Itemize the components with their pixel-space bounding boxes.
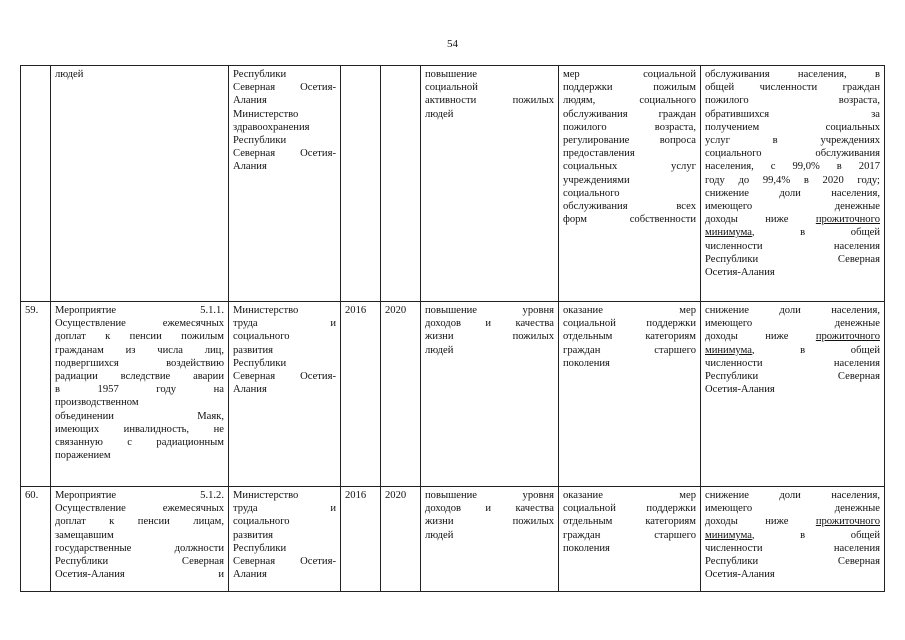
cell-line: труда и: [233, 318, 336, 330]
cell-line: Республики Северная: [705, 371, 880, 383]
expected-result-cell: [421, 302, 559, 487]
cell-line: отдельным категориям: [563, 516, 696, 528]
cell-line: Республики Северная: [55, 556, 224, 568]
row-number: 59.: [21, 302, 51, 487]
cell-line: оказание мер: [563, 490, 696, 501]
cell-line: Осетия-Алания: [705, 267, 775, 279]
cell-line: государственные должности: [55, 542, 224, 554]
cell-line: социальной: [425, 82, 478, 94]
cell-line: людей: [425, 529, 454, 541]
table-row: [21, 66, 885, 302]
underlined-term: прожиточного: [815, 331, 880, 343]
underlined-term: прожиточного: [815, 516, 880, 528]
cell-line: получением социальных: [705, 121, 880, 133]
cell-line: повышение уровня: [425, 305, 554, 316]
cell-line: Осуществление ежемесячных: [55, 318, 224, 330]
cell-line: Северная Осетия-: [233, 371, 336, 383]
cell-line: Осетия-Алания: [705, 384, 775, 396]
cell-line: учреждениями: [563, 174, 630, 186]
line-text: , в общей: [751, 529, 880, 541]
underlined-term: минимума: [705, 227, 752, 239]
consequence-cell: [559, 487, 701, 592]
cell-line: жизни пожилых: [425, 331, 554, 343]
cell-line: доплат к пенсии пожилым: [55, 331, 224, 343]
cell-line: поколения: [563, 542, 610, 554]
cell-line: [705, 515, 880, 528]
measure-cell: [51, 66, 229, 302]
cell-line: обслуживания всех: [563, 201, 696, 213]
cell-line: отдельным категориям: [563, 331, 696, 343]
cell-line: Министерство: [233, 490, 299, 501]
cell-line: пожилого возраста,: [705, 95, 880, 107]
cell-line: Северная Осетия-: [233, 82, 336, 94]
cell-line: имеющих инвалидность, не: [55, 423, 224, 435]
cell-line: [705, 226, 880, 239]
cell-line: социального: [563, 187, 620, 199]
cell-line: социального: [233, 331, 290, 343]
underlined-term: минимума: [705, 529, 752, 541]
cell-line: замещавшим: [55, 529, 114, 541]
cell-line: численности населения: [705, 357, 880, 369]
cell-line: подвергшихся воздействию: [55, 357, 224, 369]
cell-line: людей: [425, 344, 454, 356]
cell-line: социальной поддержки: [563, 503, 696, 515]
cell-line: людей: [55, 69, 84, 80]
end-year: [381, 66, 421, 302]
expected-result-cell: [421, 66, 559, 302]
cell-line: развития: [233, 344, 274, 356]
cell-line: Мероприятие 5.1.1.: [55, 305, 224, 316]
executor-cell: [229, 302, 341, 487]
cell-line: поражением: [55, 450, 111, 462]
cell-line: численности населения: [705, 240, 880, 252]
indicator-cell: [701, 302, 885, 487]
cell-line: Осуществление ежемесячных: [55, 503, 224, 515]
consequence-cell: [559, 66, 701, 302]
cell-line: Алания: [233, 569, 267, 581]
cell-line: жизни пожилых: [425, 516, 554, 528]
cell-line: повышение уровня: [425, 490, 554, 501]
cell-line: Осетия-Алания: [705, 569, 775, 581]
cell-line: Министерство: [233, 305, 299, 316]
cell-line: численности населения: [705, 542, 880, 554]
line-text: , в общей: [751, 344, 880, 356]
consequence-cell: [559, 302, 701, 487]
cell-line: связанную с радиационным: [55, 437, 224, 449]
underlined-term: минимума: [705, 344, 752, 356]
cell-line: людей: [425, 108, 454, 120]
cell-line: доплат к пенсии лицам,: [55, 516, 224, 528]
cell-line: имеющего денежные: [705, 201, 880, 213]
indicator-cell: [701, 66, 885, 302]
cell-line: Алания: [233, 161, 267, 173]
cell-line: услуг в учреждениях: [705, 135, 880, 147]
cell-line: снижение доли населения,: [705, 187, 880, 199]
cell-line: имеющего денежные: [705, 503, 880, 515]
page-number: 54: [447, 38, 458, 50]
cell-line: оказание мер: [563, 305, 696, 316]
table-row: [21, 302, 885, 487]
cell-line: мер социальной: [563, 69, 696, 80]
start-year: 2016: [341, 302, 381, 487]
cell-line: граждан старшего: [563, 344, 696, 356]
end-year: 2020: [381, 302, 421, 487]
executor-cell: [229, 487, 341, 592]
line-text: доходы ниже: [705, 331, 816, 343]
line-text: доходы ниже: [705, 516, 816, 528]
measure-cell: [51, 487, 229, 592]
cell-line: гражданам из числа лиц,: [55, 344, 224, 356]
cell-line: социального обслуживания: [705, 148, 880, 160]
cell-line: производственном: [55, 397, 139, 409]
cell-line: Республики Северная: [705, 253, 880, 265]
cell-line: активности пожилых: [425, 95, 554, 107]
underlined-term: прожиточного: [815, 214, 880, 226]
cell-line: Северная Осетия-: [233, 556, 336, 568]
executor-cell: [229, 66, 341, 302]
cell-line: здравоохранения: [233, 121, 310, 133]
end-year: 2020: [381, 487, 421, 592]
cell-line: объединении Маяк,: [55, 410, 224, 422]
cell-line: Алания: [233, 95, 267, 107]
cell-line: социальной поддержки: [563, 318, 696, 330]
cell-line: снижение доли населения,: [705, 490, 880, 501]
cell-line: социального: [233, 516, 290, 528]
cell-line: [705, 529, 880, 542]
cell-line: Министерство: [233, 108, 299, 120]
cell-line: снижение доли населения,: [705, 305, 880, 316]
cell-line: людям, социального: [563, 95, 696, 107]
program-measures-table: [20, 65, 885, 592]
cell-line: имеющего денежные: [705, 318, 880, 330]
cell-line: социальных услуг: [563, 161, 696, 173]
cell-line: Республики: [233, 357, 287, 369]
cell-line: в 1957 году на: [55, 384, 224, 396]
line-text: , в общей: [751, 227, 880, 239]
table-body: [21, 66, 885, 592]
cell-line: Мероприятие 5.1.2.: [55, 490, 224, 501]
cell-line: [705, 344, 880, 357]
cell-line: году до 99,4% в 2020 году;: [705, 174, 880, 186]
cell-line: Республики: [233, 135, 287, 147]
cell-line: доходов и качества: [425, 503, 554, 515]
row-number: [21, 66, 51, 302]
line-text: доходы ниже: [705, 214, 816, 226]
cell-line: граждан старшего: [563, 529, 696, 541]
start-year: [341, 66, 381, 302]
cell-line: Республики: [233, 542, 287, 554]
cell-line: обслуживания граждан: [563, 108, 696, 120]
cell-line: Осетия-Алания и: [55, 569, 224, 581]
cell-line: форм собственности: [563, 214, 696, 226]
cell-line: Северная Осетия-: [233, 148, 336, 160]
cell-line: поддержки пожилым: [563, 82, 696, 94]
cell-line: повышение: [425, 69, 477, 80]
cell-line: населения, с 99,0% в 2017: [705, 161, 880, 173]
cell-line: доходов и качества: [425, 318, 554, 330]
cell-line: [705, 330, 880, 343]
cell-line: предоставления: [563, 148, 635, 160]
cell-line: [705, 213, 880, 226]
cell-line: Алания: [233, 384, 267, 396]
cell-line: регулирование вопроса: [563, 135, 696, 147]
cell-line: обслуживания населения, в: [705, 69, 880, 80]
cell-line: Республики: [233, 69, 287, 80]
cell-line: пожилого возраста,: [563, 121, 696, 133]
cell-line: труда и: [233, 503, 336, 515]
expected-result-cell: [421, 487, 559, 592]
cell-line: Республики Северная: [705, 556, 880, 568]
cell-line: обратившихся за: [705, 108, 880, 120]
row-number: 60.: [21, 487, 51, 592]
indicator-cell: [701, 487, 885, 592]
cell-line: поколения: [563, 357, 610, 369]
start-year: 2016: [341, 487, 381, 592]
cell-line: общей численности граждан: [705, 82, 880, 94]
cell-line: развития: [233, 529, 274, 541]
table-row: [21, 487, 885, 592]
measure-cell: [51, 302, 229, 487]
cell-line: радиации вследствие аварии: [55, 371, 224, 383]
